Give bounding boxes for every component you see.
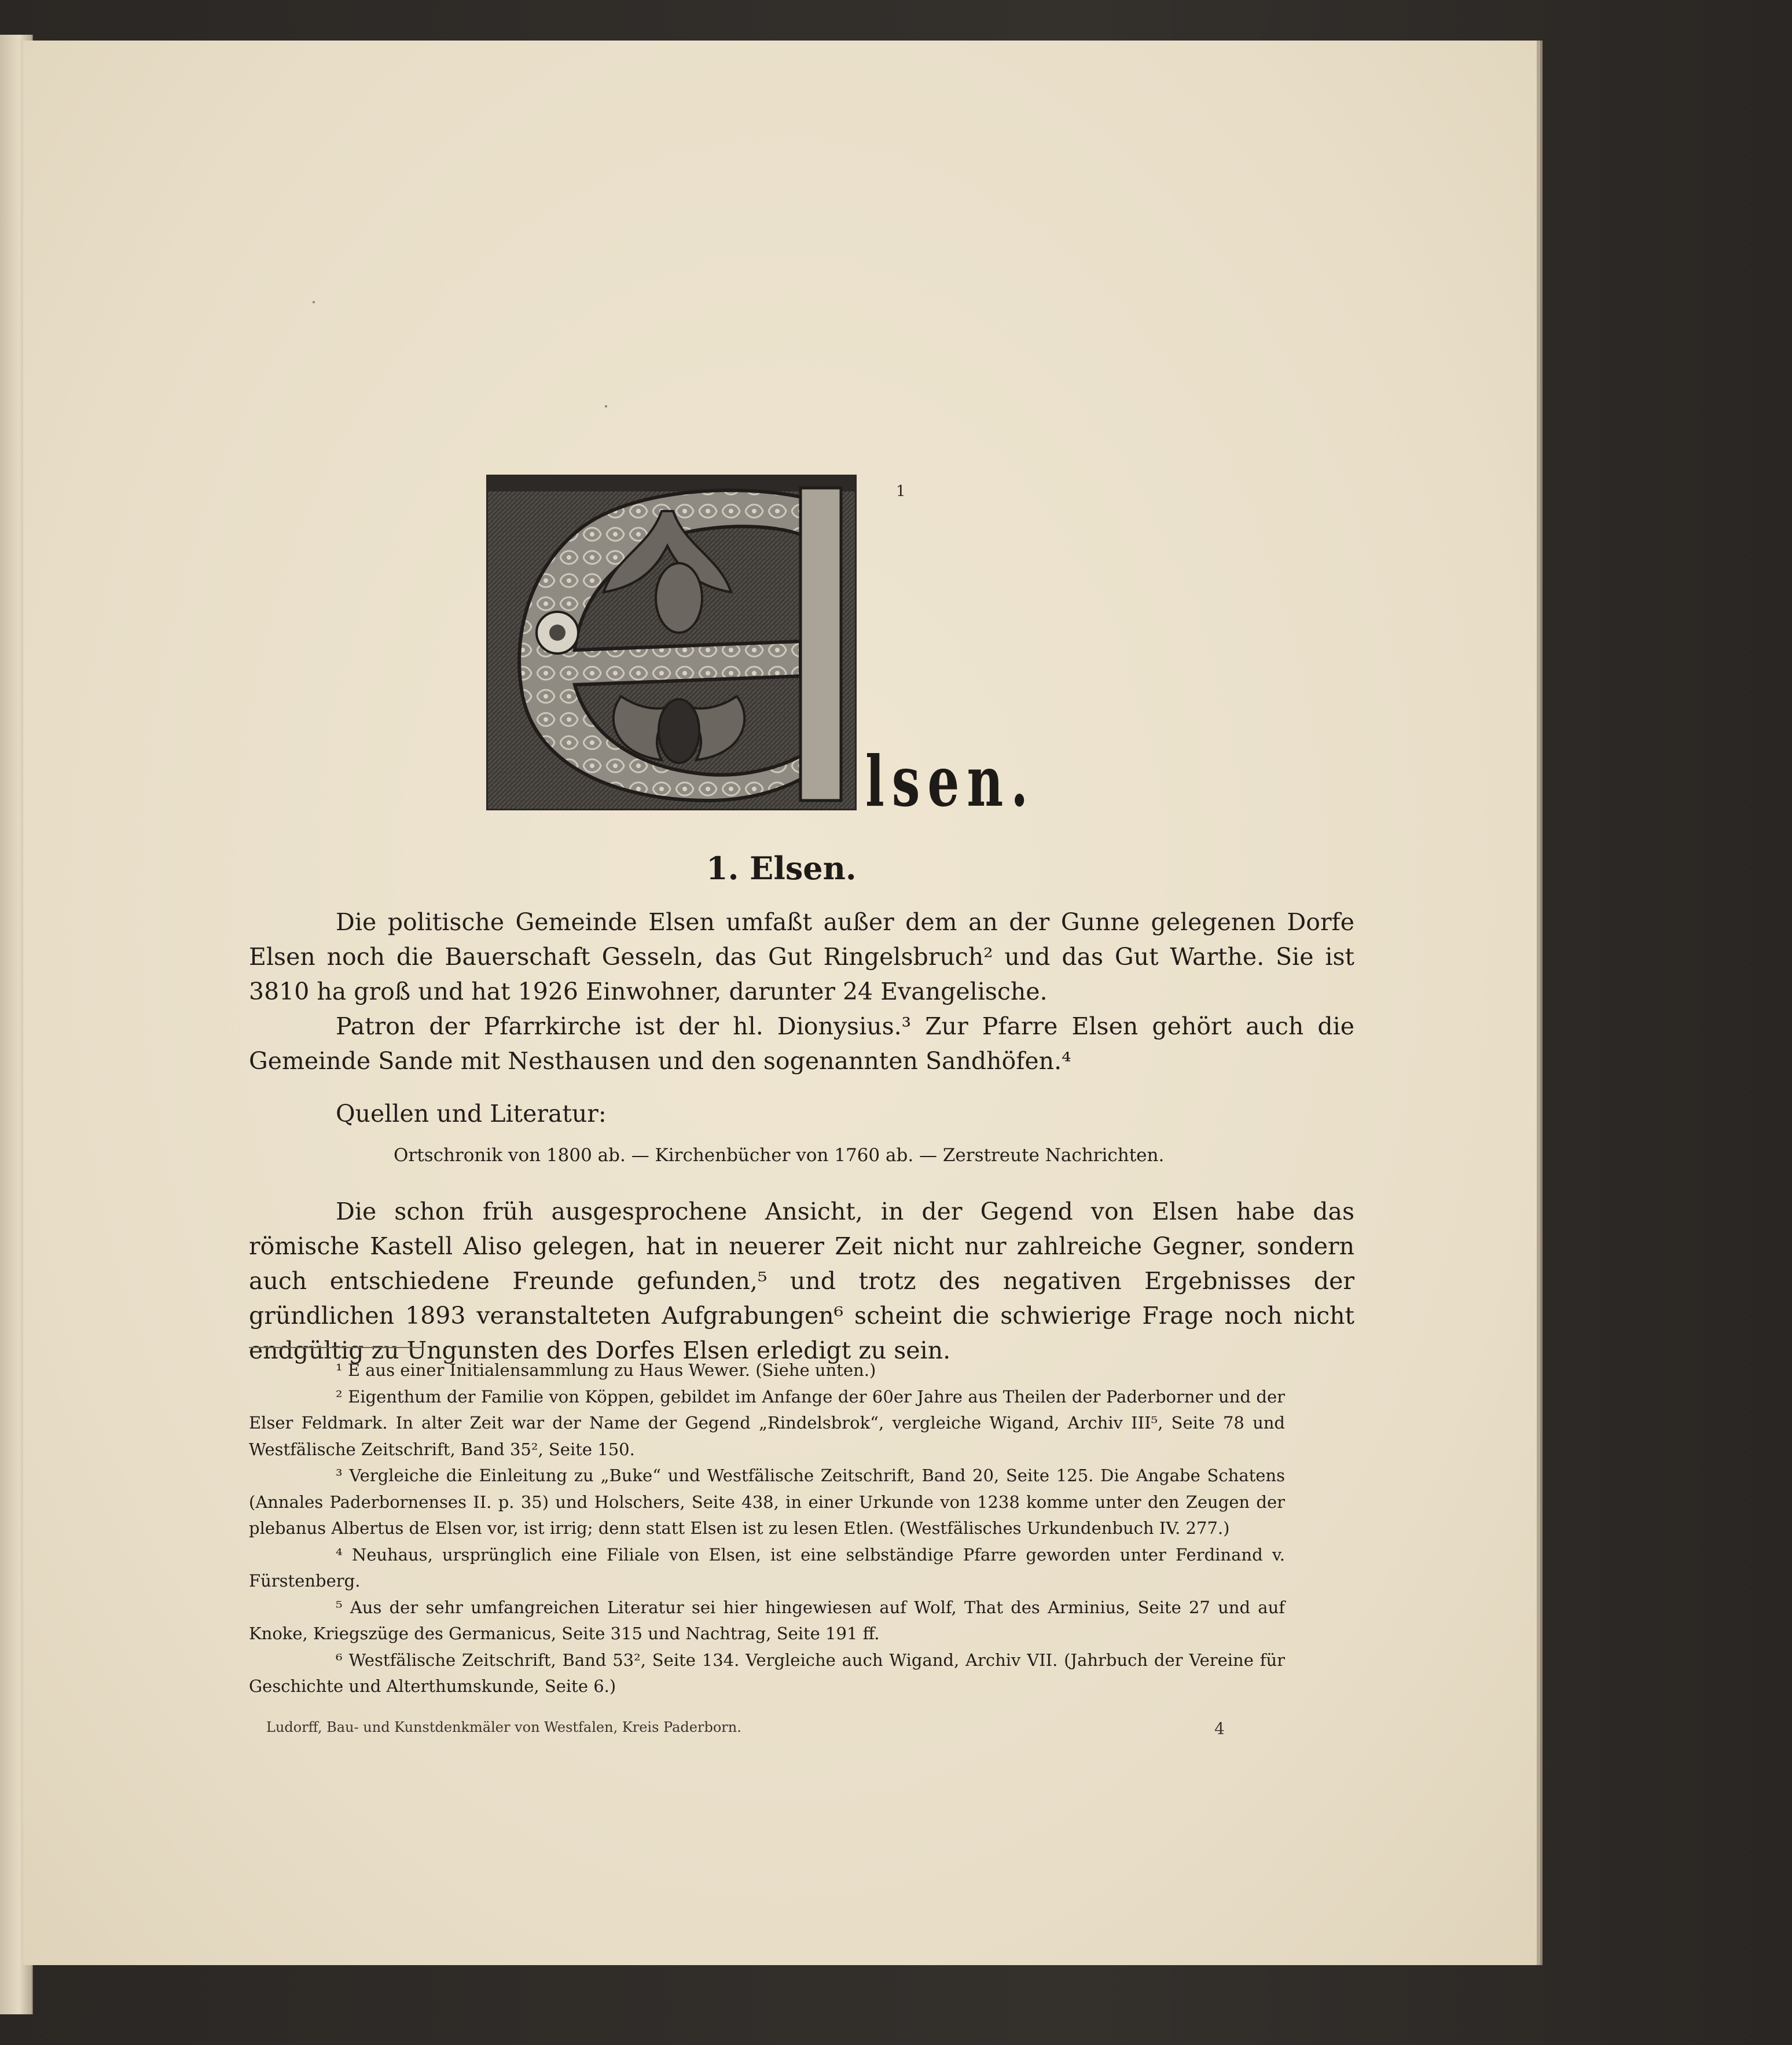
footnote: ³ Vergleiche die Einleitung zu „Buke“ und Westfälische Zeitschrift, Band 20, Seite 125. Die Angabe Schatens (Annales Paderbornenses II. p. 35) und Holschers, Seite 438, in einer Urkunde von 1238 komme unter den Zeugen der plebanus Albertus de Elsen vor, ist irrig; denn statt Elsen ist zu lesen Etlen. (Westfälisches Urkundenbuch IV. 277.) [249,1466,1285,1538]
paragraph-text: Patron der Pfarrkirche ist der hl. Dionysius.³ Zur Pfarre Elsen gehört auch die Gemeinde Sande mit Nesthausen und den sogenannten Sandhöfen.⁴ [249,1012,1354,1075]
sources-line: Ortschronik von 1800 ab. — Kirchenbücher von 1760 ab. — Zerstreute Nachrichten. [394,1145,1165,1166]
decorated-initial [486,475,857,810]
footnote: ⁵ Aus der sehr umfangreichen Literatur sei hier hingewiesen auf Wolf, That des Arminius, Seite 27 und auf Knoke, Kriegszüge des Germanicus, Seite 315 und Nachtrag, Seite 191 ff. [249,1597,1285,1643]
heading-rest-letters: lsen. [865,741,1036,823]
footnote: ⁶ Westfälische Zeitschrift, Band 53², Seite 134. Vergleiche auch Wigand, Archiv VII. (Jahrbuch der Vereine für Geschichte und Alterthumskunde, Seite 6.) [249,1650,1285,1696]
sources-title: Quellen und Literatur: [336,1100,607,1128]
footnote: ¹ E aus einer Initialensammlung zu Haus Wewer. (Siehe unten.) [336,1360,876,1380]
paragraph-text: Die politische Gemeinde Elsen umfaßt außer dem an der Gunne gelegenen Dorfe Elsen noch die Bauerschaft Gesseln, das Gut Ringelsbruch² und das Gut Warthe. Sie ist 3810 ha groß und hat 1926 Einwohner, darunter 24 Evangelische. [249,908,1354,1005]
paragraph [249,1009,1354,1078]
footnotes [249,1357,1285,1700]
paragraph-text: Die schon früh ausgesprochene Ansicht, in der Gegend von Elsen habe das römische Kastell Aliso gelegen, hat in neuerer Zeit nicht nur zahlreiche Gegner, sondern auch entschiedene Freunde gefunden,⁵ und trotz des negativen Ergebnisses der gründlichen 1893 veranstalteten Aufgrabungen⁶ scheint die schwierige Frage noch nicht endgültig zu Ungunsten des Dorfes Elsen erledigt zu sein. [249,1198,1354,1364]
footnote: ² Eigenthum der Familie von Köppen, gebildet im Anfange der 60er Jahre aus Theilen der Paderborner und der Elser Feldmark. In alter Zeit war der Name der Gegend „Rindelsbrok“, vergleiche Wigand, Archiv III⁵, Seite 78 und Westfälische Zeitschrift, Band 35², Seite 150. [249,1386,1285,1459]
paragraph [249,1194,1354,1368]
initial-footnote-mark: 1 [896,483,906,500]
paper-speck [605,405,607,407]
footnote: ⁴ Neuhaus, ursprünglich eine Filiale von Elsen, ist eine selbständige Pfarre geworden unter Ferdinand v. Fürstenberg. [249,1544,1285,1591]
footnote-divider [249,1347,423,1348]
page-number: 4 [1214,1719,1225,1738]
running-footer: Ludorff, Bau- und Kunstdenkmäler von Westfalen, Kreis Paderborn. [266,1719,741,1735]
section-title: 1. Elsen. [706,850,857,887]
paragraph [249,905,1354,1009]
ornament-e-icon [488,476,855,809]
initial-letter-image [486,475,857,810]
paper-speck [313,301,315,303]
